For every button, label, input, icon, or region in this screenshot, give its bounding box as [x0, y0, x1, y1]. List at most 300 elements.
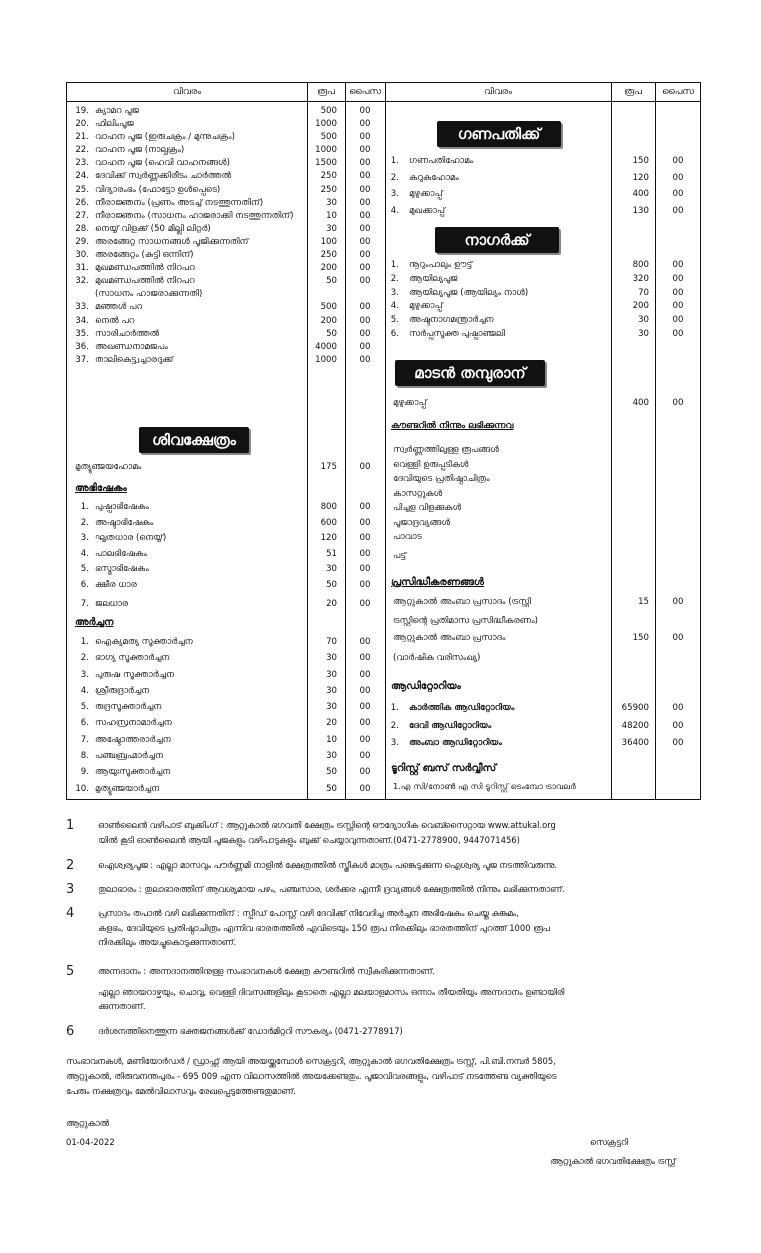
item-number: 23.	[75, 158, 89, 169]
item-paise: 00	[672, 172, 684, 183]
table-row	[67, 157, 385, 170]
table-row	[67, 288, 385, 301]
item-name: ആയില്യപൂജ	[409, 273, 458, 284]
item-number: 6.	[390, 328, 399, 339]
item-paise: 00	[672, 328, 684, 339]
table-row	[67, 500, 385, 516]
item-rupees: 30	[326, 653, 337, 664]
note-text	[98, 964, 708, 1014]
item-rupees: 30	[638, 315, 649, 326]
header-rupees: രൂപ	[624, 87, 642, 97]
item-number: 24.	[75, 171, 89, 182]
item-paise: 00	[359, 341, 371, 352]
item-number: 25.	[75, 184, 89, 195]
item-number: 7.	[80, 599, 89, 609]
item-rupees: 50	[326, 783, 337, 794]
table-row	[385, 300, 701, 314]
table-row	[67, 667, 385, 683]
note-text	[98, 818, 708, 847]
item-rupees: 30	[326, 223, 337, 234]
item-rupees: 70	[326, 637, 337, 647]
item-paise: 00	[359, 653, 371, 664]
item-number: 35.	[75, 328, 89, 339]
item-paise: 00	[672, 156, 684, 166]
table-row	[67, 562, 385, 578]
item-number: 30.	[75, 250, 89, 261]
item-name: മുഴുക്കാപ്പ്	[409, 301, 443, 312]
table-row	[67, 328, 385, 341]
item-number: 2.	[80, 653, 89, 664]
item-rupees: 30	[326, 685, 337, 696]
note-number: 3	[66, 882, 75, 897]
auditorium-heading: ആഡിറ്റോറിയം	[391, 681, 461, 692]
table-row	[67, 249, 385, 262]
item-name: അഖണ്ഡനാമജപം	[95, 341, 168, 352]
item-rupees: 150	[632, 156, 649, 166]
item-rupees: 70	[638, 287, 649, 298]
table-row	[67, 118, 385, 131]
item-number: 33.	[75, 302, 89, 313]
table-row	[67, 634, 385, 650]
item-number: 19.	[75, 106, 89, 116]
item-name: പുഷ്പാഭിഷേകം	[95, 502, 150, 512]
table-row	[67, 699, 385, 715]
item-rupees: 320	[632, 273, 649, 284]
item-name: നീരാജ്ഞനം (സാധനം ഹാജരാക്കി നടത്തുന്നതിന്)	[95, 210, 294, 221]
table-row	[67, 764, 385, 780]
note-line: ദർശനത്തിനെത്തുന്ന ഭക്തജനങ്ങൾക്ക് ഡോർമിറ്ററി സൗകര്യം (0471-2778917)	[98, 1026, 403, 1036]
item-paise: 00	[672, 315, 684, 326]
item-number: 31.	[75, 263, 89, 274]
footer-date: 01-04-2022	[66, 1137, 115, 1147]
item-name: ശ്രീരുദ്രാർച്ചന	[95, 685, 150, 696]
item-name: താലികെട്ട്വച്ചാരദുക്ക്	[95, 354, 174, 365]
item-name: ക്യാമറ പൂജ	[95, 106, 139, 116]
abhishekam-list	[67, 500, 385, 615]
rates-table	[66, 82, 701, 800]
item-name: നീരാജ്ഞനം (പ്രണം അടച്ച് നടത്തുന്നതിന്)	[95, 197, 264, 208]
item-name: വാഹന പൂജ (ഹെവി വാഹനങ്ങൾ)	[95, 158, 230, 169]
item-number: 3.	[390, 189, 399, 199]
publications-heading: പ്രസിദ്ധീകരണങ്ങൾ	[391, 577, 484, 588]
item-rupees: 800	[320, 502, 337, 512]
note-line: ഓൺലൈൻ വഴിപാട് ബുക്കിംഗ് : ആറ്റുകാൽ ഭഗവതി ക്ഷേത്രം ട്രസ്റ്റിന്റെ ഔദ്യോഗിക വെബ്സൈറ്റായ www.attukal.org	[98, 820, 556, 830]
publication-name: ആറ്റുകാൽ അംബാ പ്രസാദം	[393, 633, 506, 643]
item-rupees: 400	[632, 189, 649, 199]
item-paise: 00	[359, 533, 371, 543]
item-paise: 00	[359, 354, 371, 365]
item-paise: 00	[359, 145, 371, 156]
nagar-list	[385, 259, 701, 342]
item-name: ഗണപതിഹോമം	[409, 156, 474, 166]
table-row	[67, 547, 385, 563]
list-item: വെള്ളി ഉരുപ്പടികൾ	[393, 459, 469, 470]
item-paise: 00	[672, 287, 684, 298]
item-name: വാഹന പൂജ (ഇരുചക്രം / മുന്നുചക്രം)	[95, 132, 235, 143]
item-name: അഷ്ടാഭിഷേകം	[95, 517, 154, 528]
header-paise: പൈസ	[662, 87, 694, 97]
item-name: മുഖക്കാപ്പ്	[409, 205, 445, 216]
madan-thampuran-heading: മാടൻ തമ്പുരാന്	[395, 360, 545, 386]
item-paise: 00	[672, 205, 684, 216]
item-name: മുഴുക്കാപ്പ്	[409, 189, 443, 199]
table-row	[67, 732, 385, 748]
item-rupees: 20	[326, 718, 337, 729]
item-number: 10.	[75, 783, 89, 794]
item-number: 32.	[75, 276, 89, 287]
item-number: 1.	[390, 703, 399, 713]
list-item: കാസറ്റുകൾ	[393, 488, 443, 499]
item-name: അരങ്ങേറ്റ സാധനങ്ങൾ പൂജിക്കുന്നതിന്	[95, 236, 249, 247]
table-row	[385, 700, 701, 718]
table-row	[67, 170, 385, 183]
auditorium-list	[385, 700, 701, 753]
item-rupees: 51	[326, 548, 337, 559]
item-rupees: 600	[320, 517, 337, 528]
item-rupees: 36400	[621, 738, 649, 748]
offerings-list	[67, 105, 385, 367]
item-name: ഭസ്മാഭിഷേകം	[95, 564, 149, 574]
publication-rupees: 150	[632, 633, 649, 643]
item-rupees: 20	[326, 599, 337, 609]
note-number: 4	[66, 906, 75, 921]
table-row	[67, 748, 385, 764]
table-row	[67, 715, 385, 731]
table-row	[67, 262, 385, 275]
item-name: നെയ്യ് വിളക്ക് (50 മില്ലി ലിറ്റർ)	[95, 223, 211, 234]
item-paise: 00	[672, 398, 684, 408]
tourist-bus-heading: ടൂറിസ്റ്റ് ബസ് സർവ്വീസ്	[391, 763, 497, 774]
note-text	[98, 906, 708, 950]
item-rupees: 500	[320, 106, 337, 116]
item-name: സഹസ്രനാമാർച്ചന	[95, 718, 172, 729]
item-paise: 00	[359, 599, 371, 609]
item-number: 4.	[80, 685, 89, 696]
publication-paise: 00	[672, 633, 684, 643]
item-paise: 00	[359, 158, 371, 169]
item-rupees: 1000	[315, 354, 337, 365]
note-line: എല്ലാ ഞായറാഴ്ചയും, ചൊവ്വ, വെള്ളി ദിവസങ്ങളിലും കൂടാതെ എല്ലാ മലയാളമാസം ഒന്നാം തീയതിയും അന്നദാനം ഉണ്ടായിരി	[98, 986, 565, 997]
item-paise: 00	[359, 767, 371, 778]
item-rupees: 30	[326, 669, 337, 680]
item-number: 4.	[390, 301, 399, 312]
note-line: പ്രസാദം തപാൽ വഴി ലഭിക്കുന്നതിന് : സ്പീഡ് പോസ്റ്റ് വഴി ദേവിക്ക് നിവേദിച്ച അർച്ചന അഭിഷേകം ചെയ്ത കുങ്കുമം,	[98, 908, 519, 918]
item-rupees: 100	[320, 236, 337, 247]
item-name: കാർത്തിക ആഡിറ്റോറിയം	[409, 703, 515, 713]
item-rupees: 1000	[315, 145, 337, 156]
table-row	[67, 144, 385, 157]
item-name: ആയില്യപൂജ (ആയില്യം നാൾ)	[409, 287, 529, 298]
item-number: 3.	[390, 738, 399, 748]
item-number: 8.	[80, 751, 89, 762]
item-rupees: 50	[326, 767, 337, 778]
table-row	[385, 735, 701, 753]
item-number: 21.	[75, 132, 89, 143]
table-row	[67, 593, 385, 615]
publication-name: ആറ്റുകാൽ അംബാ പ്രസാദം (ട്രസ്റ്റി	[393, 597, 532, 607]
item-paise: 00	[359, 263, 371, 274]
list-item: പാവാട	[393, 532, 422, 542]
table-row	[67, 197, 385, 210]
item-rupees: 200	[320, 315, 337, 326]
item-name: രുദ്രസൂക്താർച്ചന	[95, 702, 162, 713]
list-item: ദേവിയുടെ പ്രതിഷ്ഠാചിത്രം	[393, 474, 490, 484]
item-paise: 00	[359, 315, 371, 326]
item-rupees: 200	[320, 263, 337, 274]
item-number: 1.	[390, 260, 399, 270]
item-name: വാഹന പൂജ (നാല്ചക്രം)	[95, 145, 185, 156]
footer-place: ആറ്റുകാൽ	[66, 1118, 109, 1128]
item-number: 5.	[80, 564, 89, 574]
table-row	[67, 781, 385, 797]
item-name: ഐക്യമത്യ സൂക്താർച്ചന	[95, 637, 193, 647]
table-header	[67, 83, 700, 102]
list-item: സ്വർണ്ണത്തിലുള്ള രൂപങ്ങൾ	[393, 445, 499, 455]
item-paise: 00	[359, 236, 371, 247]
list-item: പൂജാദ്രവ്യങ്ങൾ	[393, 517, 451, 528]
signature-title: സെക്രട്ടറി	[590, 1137, 628, 1147]
table-row	[67, 650, 385, 666]
header-paise: പൈസ	[349, 87, 381, 97]
mrityunjaya-row	[67, 461, 385, 474]
item-paise: 00	[359, 119, 371, 130]
item-rupees: 30	[326, 751, 337, 762]
note-line: കളഭം, ദേവിയുടെ പ്രതിഷ്ഠാചിത്രം എന്നിവ ഭാരതത്തിൽ എവിടെയും 150 രൂപ നിരക്കിലും ഭാരതത്തിന് പുറത്ത് 1000 രൂപ	[98, 922, 550, 933]
item-number: 36.	[75, 341, 89, 352]
note-line: തുലാഭാരം : തുലാഭാരത്തിന് ആവശ്യമായ പഴം, പഞ്ചസാര, ശർക്കര എന്നീ ദ്രവ്യങ്ങൾ ക്ഷേത്രത്തിൽ നിന്നും ലഭിക്കുന്നതാണ്.	[98, 884, 565, 894]
item-number: 2.	[390, 720, 399, 731]
tourist-bus-text: 1.എ സി/നോൺ എ സി ടൂറിസ്റ്റ് ടെംമ്പോ ട്രാവലർ	[393, 781, 576, 791]
item-rupees: 4000	[315, 341, 337, 352]
item-name: ജലധാര	[95, 599, 129, 609]
table-row	[385, 203, 701, 220]
item-rupees: 800	[632, 260, 649, 270]
item-rupees: 1000	[315, 119, 337, 130]
item-name: അഷ്ടനാഗമന്ത്രാർച്ചന	[409, 315, 494, 326]
publication-note: ട്രസ്റ്റിന്റെ പ്രതിമാസ പ്രസിദ്ധീകരണം)	[393, 616, 539, 626]
item-name: ഫിലിംപൂജ	[95, 119, 134, 130]
item-paise: 00	[359, 462, 371, 472]
item-paise: 00	[359, 132, 371, 143]
item-number: 27.	[75, 210, 89, 221]
left-column	[67, 105, 385, 367]
table-row	[67, 341, 385, 354]
item-name: ഘൃതധാര (നെയ്യ്)	[95, 533, 167, 543]
item-paise: 00	[359, 276, 371, 287]
item-rupees: 130	[632, 205, 649, 216]
item-number: 6.	[80, 718, 89, 729]
signature-org: ആറ്റുകാൽ ഭഗവതിക്ഷേത്രം ട്രസ്റ്റ്	[550, 1156, 676, 1166]
ganapathi-list	[385, 153, 701, 219]
table-row	[385, 718, 701, 736]
item-name: (സാധനം ഹാജരാക്കുന്നതി)	[95, 289, 203, 300]
item-rupees: 400	[632, 398, 649, 408]
item-paise: 00	[359, 184, 371, 195]
item-paise: 00	[359, 197, 371, 208]
table-row	[67, 683, 385, 699]
item-number: 2.	[80, 517, 89, 528]
item-paise: 00	[359, 702, 371, 713]
item-rupees: 120	[632, 172, 649, 183]
note-text	[98, 1024, 708, 1039]
madan-row	[385, 397, 701, 410]
header-description: വിവരം	[484, 87, 512, 97]
item-paise: 00	[359, 685, 371, 696]
item-rupees: 30	[326, 197, 337, 208]
item-name: ക്ഷീര ധാര	[95, 579, 137, 590]
item-paise: 00	[672, 738, 684, 748]
item-name: പുരുഷ സൂക്താർച്ചന	[95, 669, 175, 680]
publication-paise: 00	[672, 597, 684, 607]
item-number: 34.	[75, 315, 89, 326]
item-name: പാലഭിഷേകം	[95, 548, 147, 559]
item-paise: 00	[359, 579, 371, 590]
item-name: ആയുഃസൂക്താർച്ചന	[95, 767, 171, 778]
item-paise: 00	[359, 564, 371, 574]
item-number: 5.	[80, 702, 89, 713]
footer-line: സംഭാവനകൾ, മണിയോർഡർ / ഡ്രാഫ്റ്റ് ആയി അയയ്ക്കുമ്പോൾ സെക്രട്ടറി, ആറ്റുകാൽ ഭഗവതിക്ഷേത്രം ട്രസ്റ്റ്, പി.ബി.നമ്പർ 5805,	[66, 1056, 556, 1066]
item-number: 28.	[75, 223, 89, 234]
item-paise: 00	[359, 669, 371, 680]
item-rupees: 50	[326, 579, 337, 590]
note-number: 6	[66, 1024, 75, 1039]
item-number: 4.	[390, 205, 399, 216]
item-paise: 00	[672, 273, 684, 284]
item-rupees: 30	[326, 702, 337, 713]
item-name: സാരിചാർത്തൽ	[95, 328, 160, 339]
counter-list	[385, 443, 611, 565]
item-paise: 00	[359, 328, 371, 339]
header-rupees: രൂപ	[317, 87, 335, 97]
note-line: യിൽ കൂടി ഓൺലൈൻ ആയി പൂജകളും വഴിപാടുകളും ബുക്ക് ചെയ്യാവുന്നതാണ്.(0471-2778900, 9447071456)	[98, 834, 520, 845]
item-name: അംബാ ആഡിറ്റോറിയം	[409, 738, 502, 748]
item-name: മഞ്ഞൾ പറ	[95, 302, 143, 313]
header-description: വിവരം	[173, 87, 201, 97]
note-line: ക്കുന്നതാണ്.	[98, 1001, 146, 1011]
item-paise: 00	[359, 223, 371, 234]
table-row	[67, 354, 385, 367]
note-text	[98, 858, 708, 873]
archana-heading: അർച്ചന	[75, 617, 114, 628]
item-name: അഷ്ടോത്തരാർച്ചന	[95, 734, 171, 745]
item-rupees: 1500	[315, 158, 337, 169]
table-row	[385, 287, 701, 301]
footer-line: പേരും നക്ഷത്രവും മേൽവിലാസവും രേഖപ്പെടുത്തേണ്ടതുമാണ്.	[66, 1086, 296, 1096]
item-name: മൃത്യുഞ്ജയഹോമം	[75, 462, 142, 472]
table-row	[67, 131, 385, 144]
item-rupees: 120	[320, 533, 337, 543]
item-rupees: 50	[326, 276, 337, 287]
item-paise: 00	[359, 302, 371, 313]
counter-heading: കൗണ്ടറിൽ നിന്നും ലഭിക്കുന്നവ	[391, 421, 514, 431]
item-paise: 00	[359, 210, 371, 221]
ganapathi-heading: ഗണപതിക്ക്	[437, 121, 561, 147]
footer-address	[66, 1054, 706, 1099]
item-number: 1.	[390, 156, 399, 166]
item-paise: 00	[359, 548, 371, 559]
table-row	[385, 328, 701, 342]
table-row	[67, 184, 385, 197]
item-paise: 00	[359, 637, 371, 647]
note-line: ഐശ്വര്യപൂജ : എല്ലാ മാസവും പൗർണ്ണമി നാളിൽ ക്ഷേത്രത്തിൽ സ്ത്രീകൾ മാത്രം പങ്കെടുക്കുന്ന ഐശ്വര്യ പൂജ നടത്തിവരുന്നു.	[98, 860, 557, 870]
item-number: 3.	[390, 287, 399, 298]
nagar-heading: നാഗർക്ക്	[435, 227, 559, 253]
item-rupees: 250	[320, 184, 337, 195]
note-number: 2	[66, 858, 75, 873]
siva-temple-heading: ശിവക്ഷേത്രം	[139, 427, 249, 453]
item-rupees: 250	[320, 250, 337, 261]
item-number: 6.	[80, 579, 89, 590]
item-name: മുഖമണ്ഡപത്തിൽ നിറപറ	[95, 263, 195, 274]
note-number: 5	[66, 964, 75, 979]
table-row	[67, 275, 385, 288]
publication-rupees: 15	[638, 597, 649, 607]
item-rupees: 10	[326, 734, 337, 745]
table-row	[67, 301, 385, 314]
item-name: കറുകഹോമം	[409, 172, 459, 183]
item-number: 29.	[75, 236, 89, 247]
item-number: 1.	[80, 637, 89, 647]
item-paise: 00	[359, 783, 371, 794]
item-paise: 00	[359, 250, 371, 261]
item-rupees: 48200	[621, 720, 649, 731]
note-number: 1	[66, 818, 75, 833]
item-rupees: 500	[320, 132, 337, 143]
item-name: സർപ്പസൂക്ത പുഷ്പാഞ്ജലി	[409, 328, 506, 339]
item-paise: 00	[672, 260, 684, 270]
table-row	[67, 315, 385, 328]
table-row	[67, 578, 385, 594]
item-number: 3.	[80, 533, 89, 543]
item-name: മുഖമണ്ഡപത്തിൽ നിറപറ	[95, 276, 195, 287]
item-paise: 00	[672, 720, 684, 731]
item-name: പഞ്ചബ്രഹ്മാർച്ചന	[95, 751, 164, 762]
item-rupees: 10	[326, 210, 337, 221]
item-paise: 00	[672, 189, 684, 199]
item-name: നൂറുംപാലും ഊട്ട്	[409, 260, 473, 270]
item-name: മുഴുക്കാപ്പ്	[393, 398, 427, 408]
item-number: 2.	[390, 273, 399, 284]
item-paise: 00	[359, 502, 371, 512]
item-rupees: 500	[320, 302, 337, 313]
table-row	[67, 531, 385, 547]
table-row	[385, 153, 701, 170]
item-rupees: 175	[320, 462, 337, 472]
item-paise: 00	[672, 301, 684, 312]
item-name: ദേവിക്ക് സ്വർണ്ണക്കിരീടം ചാർത്തൽ	[95, 171, 232, 182]
archana-list	[67, 634, 385, 797]
footer-line: ആറ്റുകാൽ, തിരുവനന്തപുരം - 695 009 എന്ന വിലാസത്തിൽ അയക്കേണ്ടതും. പൂജാവിവരങ്ങളും, വഴിപാട് നടത്തേണ്ട വ്യക്തിയുടെ	[66, 1071, 557, 1081]
item-rupees: 30	[326, 564, 337, 574]
item-rupees: 30	[638, 328, 649, 339]
item-paise: 00	[672, 703, 684, 713]
table-row	[385, 259, 701, 273]
item-number: 22.	[75, 145, 89, 156]
item-rupees: 200	[632, 301, 649, 312]
item-name: ദേവി ആഡിറ്റോറിയം	[409, 720, 492, 731]
note-text	[98, 882, 708, 897]
item-rupees: 250	[320, 171, 337, 182]
item-name: വിദ്യാരംഭം (ഫോട്ടോ ഉൾപ്പെടെ)	[95, 184, 221, 195]
item-number: 37.	[75, 354, 89, 365]
item-number: 20.	[75, 119, 89, 130]
item-paise: 00	[359, 751, 371, 762]
item-name: ഭാഗ്യ സൂക്താർച്ചന	[95, 653, 170, 664]
item-number: 7.	[80, 734, 89, 745]
item-paise: 00	[359, 718, 371, 729]
item-number: 5.	[390, 315, 399, 326]
item-number: 2.	[390, 172, 399, 183]
